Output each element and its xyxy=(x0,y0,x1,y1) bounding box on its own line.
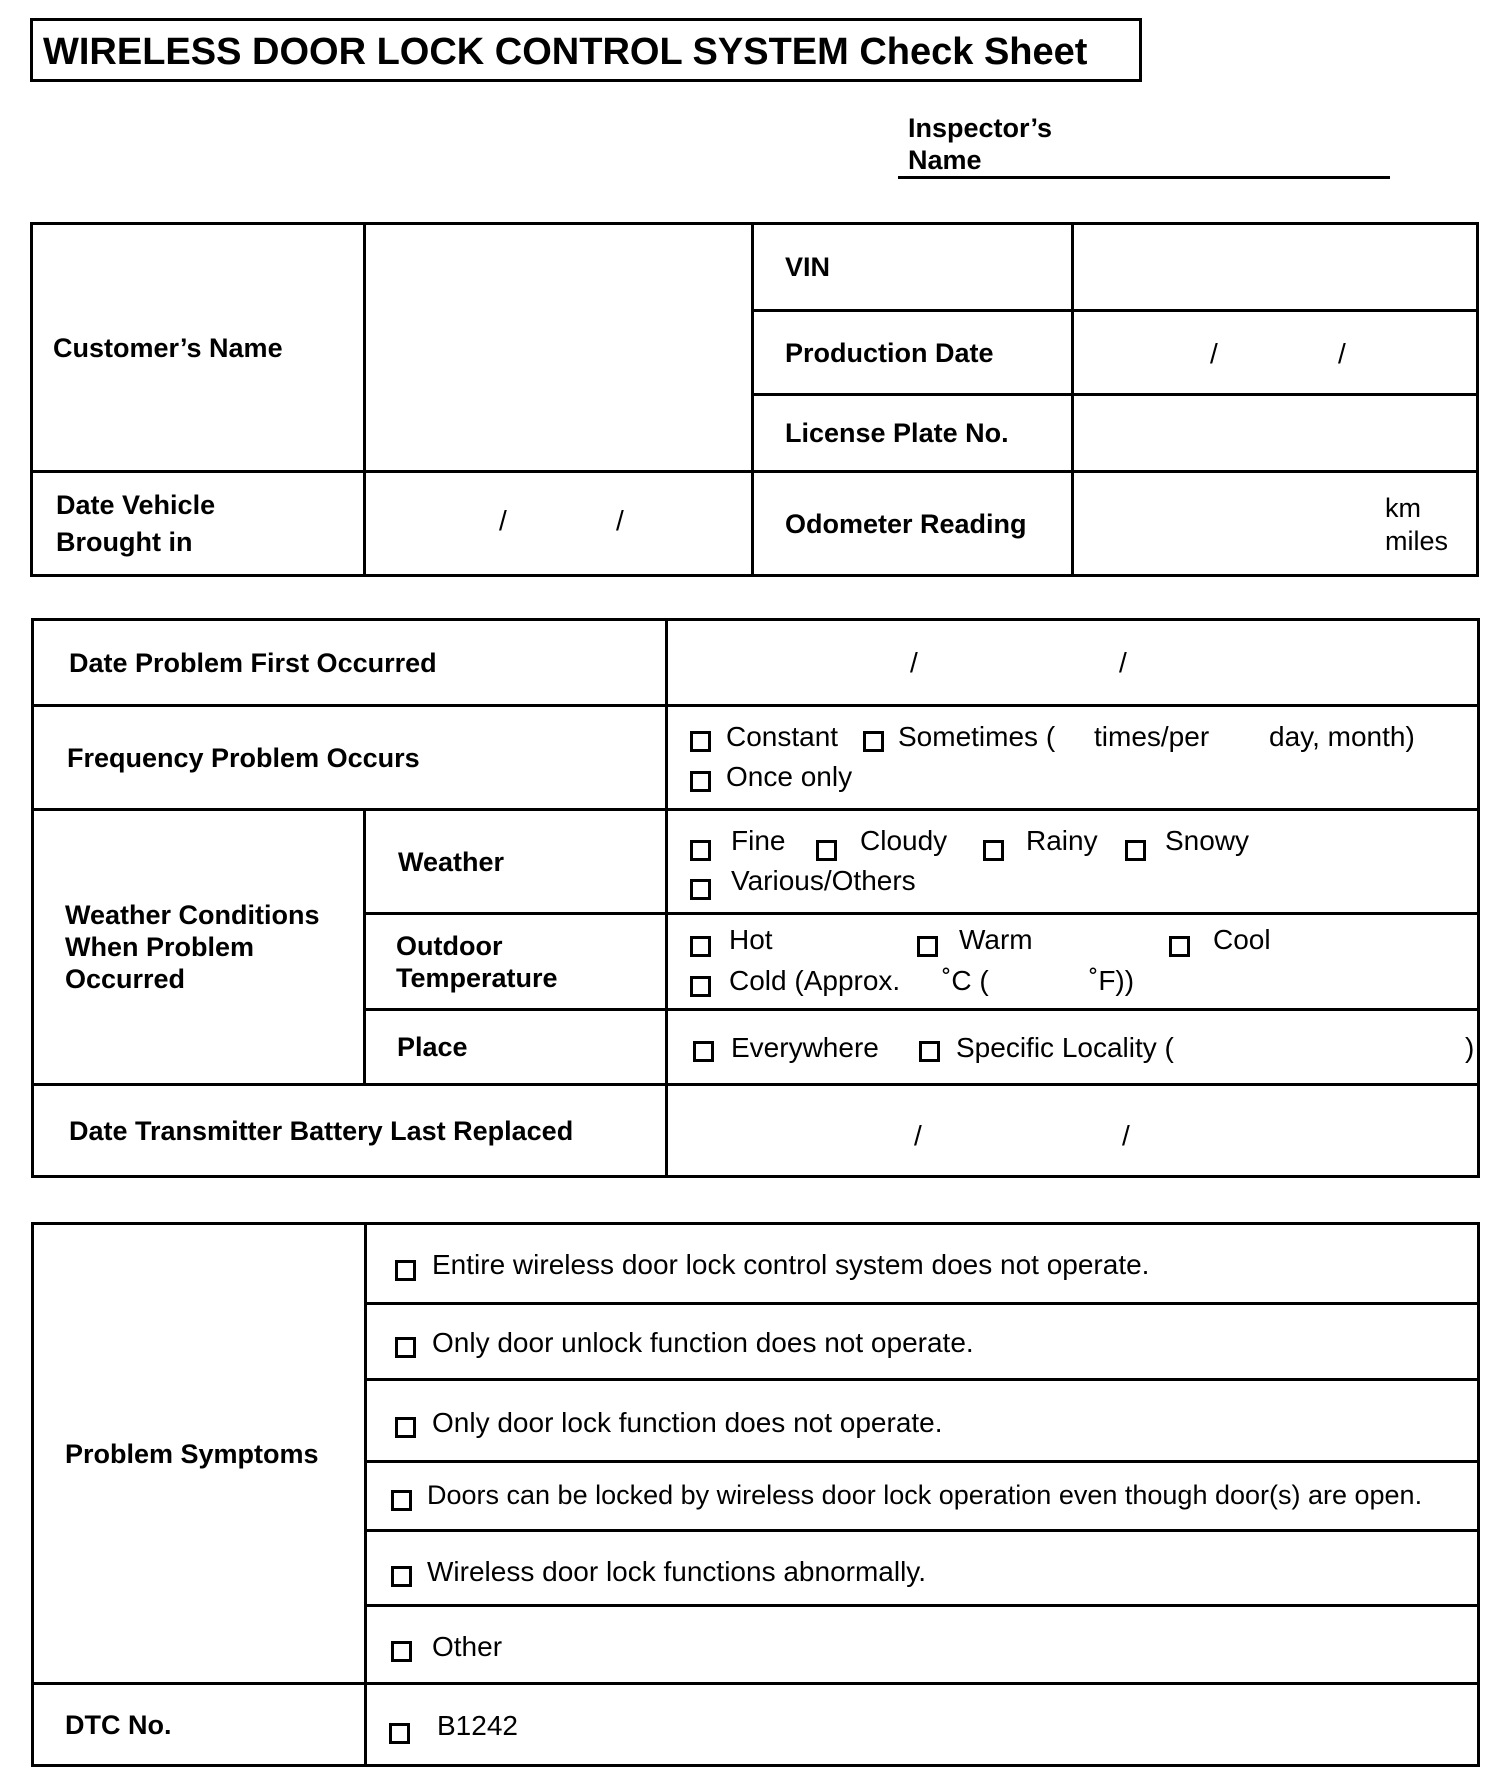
symptom-label: Other xyxy=(432,1631,503,1662)
vehicle-info-table xyxy=(30,222,1479,577)
temperature-options xyxy=(667,914,1479,1010)
frequency-constant-label: Constant xyxy=(726,721,839,752)
date-separator: / xyxy=(910,647,918,678)
temp-hot-label: Hot xyxy=(729,924,773,955)
place-specific-label: Specific Locality ( xyxy=(956,1032,1174,1063)
date-separator: / xyxy=(1122,1120,1130,1151)
symptom-label: Entire wireless door lock control system does not operate. xyxy=(432,1249,1150,1280)
place-close-paren: ) xyxy=(1465,1032,1475,1063)
symptoms-table xyxy=(31,1222,1480,1767)
symptom-item xyxy=(366,1531,1479,1606)
symptom-item xyxy=(366,1224,1479,1304)
temp-celsius-label: ˚C ( xyxy=(942,965,989,996)
odometer-field[interactable] xyxy=(1073,472,1478,576)
dtc-checkbox[interactable] xyxy=(389,1718,410,1750)
frequency-once-checkbox[interactable] xyxy=(690,766,711,798)
symptom-item xyxy=(366,1304,1479,1380)
vin-field[interactable] xyxy=(1073,224,1478,311)
title-box xyxy=(30,18,1142,82)
weather-snowy-label: Snowy xyxy=(1165,825,1250,856)
frequency-times-per-label: times/per xyxy=(1094,721,1210,752)
odometer-label: Odometer Reading xyxy=(753,472,1073,576)
place-label: Place xyxy=(365,1010,667,1085)
symptom-item xyxy=(366,1606,1479,1684)
license-plate-field[interactable] xyxy=(1073,395,1478,472)
vin-label: VIN xyxy=(753,224,1073,311)
page-title: WIRELESS DOOR LOCK CONTROL SYSTEM Check Sheet xyxy=(43,31,1088,73)
customer-name-field[interactable] xyxy=(365,224,753,472)
temp-fahrenheit-label: ˚F)) xyxy=(1089,965,1135,996)
license-plate-label: License Plate No. xyxy=(753,395,1073,472)
dtc-value: B1242 xyxy=(437,1710,518,1741)
weather-cloudy-checkbox[interactable] xyxy=(816,835,837,867)
weather-cloudy-label: Cloudy xyxy=(860,825,948,856)
date-brought-in-field[interactable] xyxy=(365,472,753,576)
date-first-occurred-field[interactable] xyxy=(667,620,1479,706)
date-separator: / xyxy=(914,1120,922,1151)
weather-fine-label: Fine xyxy=(731,825,786,856)
date-separator: / xyxy=(616,505,624,536)
symptom-checkbox[interactable] xyxy=(395,1255,416,1287)
weather-snowy-checkbox[interactable] xyxy=(1125,835,1146,867)
problem-symptoms-label: Problem Symptoms xyxy=(33,1224,366,1684)
outdoor-temperature-label: Outdoor Temperature xyxy=(365,914,667,1010)
temp-hot-checkbox[interactable] xyxy=(690,931,711,963)
date-separator: / xyxy=(499,505,507,536)
weather-fine-checkbox[interactable] xyxy=(690,835,711,867)
date-separator: / xyxy=(1210,338,1218,369)
production-date-field[interactable] xyxy=(1073,311,1478,395)
weather-rainy-checkbox[interactable] xyxy=(983,835,1004,867)
symptom-checkbox[interactable] xyxy=(395,1412,416,1444)
frequency-sometimes-label: Sometimes ( xyxy=(898,721,1056,752)
frequency-once-label: Once only xyxy=(726,761,853,792)
symptom-item xyxy=(366,1462,1479,1531)
date-separator: / xyxy=(1338,338,1346,369)
place-options xyxy=(667,1010,1479,1085)
conditions-table xyxy=(31,618,1480,1178)
date-first-occurred-label: Date Problem First Occurred xyxy=(33,620,667,706)
temp-cold-label: Cold (Approx. xyxy=(729,965,901,996)
place-everywhere-label: Everywhere xyxy=(731,1032,879,1063)
temp-cool-label: Cool xyxy=(1213,924,1271,955)
inspector-label-line2: Name xyxy=(908,145,982,175)
temp-warm-checkbox[interactable] xyxy=(917,931,938,963)
inspector-name-label xyxy=(908,112,1052,176)
dtc-label: DTC No. xyxy=(33,1684,366,1766)
temp-cold-checkbox[interactable] xyxy=(690,971,711,1003)
weather-various-label: Various/Others xyxy=(731,865,916,896)
symptom-item xyxy=(366,1380,1479,1462)
symptom-label: Only door unlock function does not operate. xyxy=(432,1327,974,1358)
symptom-checkbox[interactable] xyxy=(391,1636,412,1668)
symptom-label: Doors can be locked by wireless door lock operation even though door(s) are open. xyxy=(427,1480,1423,1510)
symptom-label: Only door lock function does not operate. xyxy=(432,1407,943,1438)
date-separator: / xyxy=(1119,647,1127,678)
weather-rainy-label: Rainy xyxy=(1026,825,1098,856)
frequency-constant-checkbox[interactable] xyxy=(690,726,711,758)
weather-label: Weather xyxy=(365,810,667,914)
inspector-label-line1: Inspector’s xyxy=(908,113,1053,143)
dtc-row xyxy=(366,1684,1479,1766)
date-brought-in-label: Date Vehicle Brought in xyxy=(32,472,365,576)
symptom-checkbox[interactable] xyxy=(391,1485,412,1517)
place-everywhere-checkbox[interactable] xyxy=(693,1036,714,1068)
weather-conditions-label: Weather Conditions When Problem Occurred xyxy=(33,810,365,1085)
customer-name-label: Customer’s Name xyxy=(32,224,365,472)
temp-warm-label: Warm xyxy=(959,924,1033,955)
production-date-label: Production Date xyxy=(753,311,1073,395)
odometer-unit-miles: miles xyxy=(1385,526,1449,556)
frequency-day-month-label: day, month) xyxy=(1269,721,1415,752)
frequency-options xyxy=(667,706,1479,810)
frequency-label: Frequency Problem Occurs xyxy=(33,706,667,810)
odometer-unit-km: km xyxy=(1385,493,1421,523)
battery-replaced-field[interactable] xyxy=(667,1085,1479,1177)
battery-replaced-label: Date Transmitter Battery Last Replaced xyxy=(33,1085,667,1177)
symptom-checkbox[interactable] xyxy=(395,1332,416,1364)
symptom-label: Wireless door lock functions abnormally. xyxy=(427,1556,927,1587)
place-specific-checkbox[interactable] xyxy=(919,1036,940,1068)
symptom-checkbox[interactable] xyxy=(391,1561,412,1593)
frequency-sometimes-checkbox[interactable] xyxy=(863,726,884,758)
weather-options xyxy=(667,810,1479,914)
temp-cool-checkbox[interactable] xyxy=(1169,931,1190,963)
weather-various-checkbox[interactable] xyxy=(690,874,711,906)
inspector-name-field[interactable] xyxy=(898,176,1390,179)
